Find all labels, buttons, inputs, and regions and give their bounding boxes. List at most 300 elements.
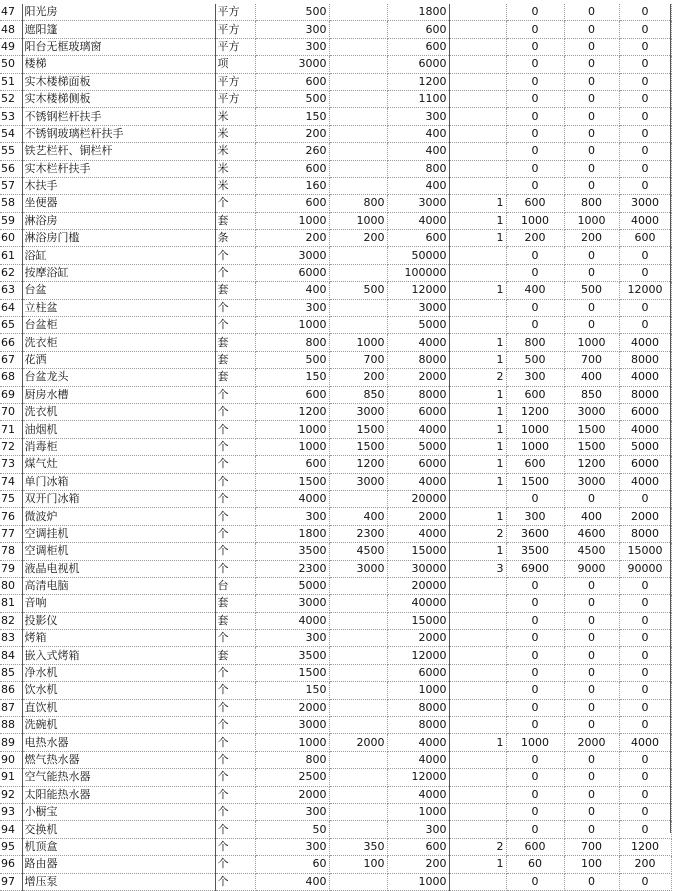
- high-total-cell[interactable]: 15000: [619, 543, 671, 560]
- low-total-cell[interactable]: 0: [506, 612, 564, 629]
- item-name-cell[interactable]: 单门冰箱: [22, 473, 215, 490]
- low-total-cell[interactable]: 6900: [506, 560, 564, 577]
- item-name-cell[interactable]: 立柱盆: [22, 299, 215, 316]
- unit-cell[interactable]: 米: [215, 160, 255, 177]
- high-price-cell[interactable]: 8000: [387, 386, 449, 403]
- low-total-cell[interactable]: 600: [506, 456, 564, 473]
- low-total-cell[interactable]: 600: [506, 386, 564, 403]
- unit-cell[interactable]: 米: [215, 125, 255, 142]
- row-number[interactable]: 86: [0, 682, 22, 699]
- low-total-cell[interactable]: 0: [506, 56, 564, 73]
- unit-cell[interactable]: 项: [215, 56, 255, 73]
- mid-total-cell[interactable]: 700: [564, 351, 619, 368]
- mid-price-cell[interactable]: [329, 821, 387, 838]
- unit-price-cell[interactable]: 800: [255, 751, 329, 768]
- quantity-cell[interactable]: [449, 247, 506, 264]
- high-total-cell[interactable]: 0: [619, 595, 671, 612]
- unit-cell[interactable]: 个: [215, 508, 255, 525]
- row-number[interactable]: 51: [0, 73, 22, 90]
- high-price-cell[interactable]: 3000: [387, 195, 449, 212]
- unit-price-cell[interactable]: 4000: [255, 490, 329, 507]
- low-total-cell[interactable]: 300: [506, 508, 564, 525]
- quantity-cell[interactable]: [449, 108, 506, 125]
- unit-price-cell[interactable]: 260: [255, 143, 329, 160]
- unit-price-cell[interactable]: 800: [255, 334, 329, 351]
- mid-total-cell[interactable]: 0: [564, 803, 619, 820]
- mid-total-cell[interactable]: 400: [564, 369, 619, 386]
- high-price-cell[interactable]: 15000: [387, 612, 449, 629]
- item-name-cell[interactable]: 饮水机: [22, 682, 215, 699]
- row-number[interactable]: 61: [0, 247, 22, 264]
- item-name-cell[interactable]: 空调挂机: [22, 525, 215, 542]
- high-price-cell[interactable]: 1000: [387, 873, 449, 890]
- item-name-cell[interactable]: 音响: [22, 595, 215, 612]
- unit-price-cell[interactable]: 3000: [255, 717, 329, 734]
- high-price-cell[interactable]: 600: [387, 38, 449, 55]
- unit-cell[interactable]: 套: [215, 212, 255, 229]
- unit-price-cell[interactable]: 600: [255, 160, 329, 177]
- row-number[interactable]: 91: [0, 769, 22, 786]
- row-number[interactable]: 70: [0, 403, 22, 420]
- item-name-cell[interactable]: 煤气灶: [22, 456, 215, 473]
- item-name-cell[interactable]: 油烟机: [22, 421, 215, 438]
- mid-price-cell[interactable]: 1000: [329, 212, 387, 229]
- high-price-cell[interactable]: 1100: [387, 90, 449, 107]
- unit-cell[interactable]: 个: [215, 195, 255, 212]
- high-total-cell[interactable]: 0: [619, 160, 671, 177]
- low-total-cell[interactable]: 500: [506, 351, 564, 368]
- mid-total-cell[interactable]: 3000: [564, 403, 619, 420]
- unit-price-cell[interactable]: 300: [255, 38, 329, 55]
- low-total-cell[interactable]: 0: [506, 264, 564, 281]
- mid-total-cell[interactable]: 0: [564, 160, 619, 177]
- mid-total-cell[interactable]: 0: [564, 108, 619, 125]
- row-number[interactable]: 55: [0, 143, 22, 160]
- high-price-cell[interactable]: 6000: [387, 456, 449, 473]
- item-name-cell[interactable]: 空调柜机: [22, 543, 215, 560]
- unit-price-cell[interactable]: 200: [255, 125, 329, 142]
- high-total-cell[interactable]: 0: [619, 769, 671, 786]
- high-total-cell[interactable]: 12000: [619, 282, 671, 299]
- mid-price-cell[interactable]: 800: [329, 195, 387, 212]
- quantity-cell[interactable]: [449, 647, 506, 664]
- quantity-cell[interactable]: [449, 56, 506, 73]
- item-name-cell[interactable]: 嵌入式烤箱: [22, 647, 215, 664]
- mid-total-cell[interactable]: 1000: [564, 334, 619, 351]
- high-total-cell[interactable]: 0: [619, 108, 671, 125]
- mid-price-cell[interactable]: [329, 21, 387, 38]
- unit-price-cell[interactable]: 1500: [255, 473, 329, 490]
- mid-price-cell[interactable]: [329, 125, 387, 142]
- unit-cell[interactable]: 个: [215, 630, 255, 647]
- high-price-cell[interactable]: 1200: [387, 73, 449, 90]
- unit-cell[interactable]: 个: [215, 803, 255, 820]
- high-price-cell[interactable]: 8000: [387, 351, 449, 368]
- row-number[interactable]: 90: [0, 751, 22, 768]
- unit-cell[interactable]: 平方: [215, 73, 255, 90]
- quantity-cell[interactable]: 1: [449, 386, 506, 403]
- item-name-cell[interactable]: 增压泵: [22, 873, 215, 890]
- mid-total-cell[interactable]: 0: [564, 299, 619, 316]
- high-total-cell[interactable]: 0: [619, 664, 671, 681]
- unit-price-cell[interactable]: 1200: [255, 403, 329, 420]
- high-price-cell[interactable]: 12000: [387, 647, 449, 664]
- row-number[interactable]: 85: [0, 664, 22, 681]
- high-price-cell[interactable]: 200: [387, 856, 449, 873]
- mid-price-cell[interactable]: 1500: [329, 421, 387, 438]
- unit-price-cell[interactable]: 300: [255, 630, 329, 647]
- low-total-cell[interactable]: 0: [506, 769, 564, 786]
- item-name-cell[interactable]: 液晶电视机: [22, 560, 215, 577]
- unit-price-cell[interactable]: 60: [255, 856, 329, 873]
- unit-price-cell[interactable]: 2000: [255, 786, 329, 803]
- unit-cell[interactable]: 个: [215, 386, 255, 403]
- high-total-cell[interactable]: 8000: [619, 351, 671, 368]
- unit-cell[interactable]: 个: [215, 525, 255, 542]
- low-total-cell[interactable]: 0: [506, 664, 564, 681]
- mid-total-cell[interactable]: 1500: [564, 438, 619, 455]
- item-name-cell[interactable]: 台盆龙头: [22, 369, 215, 386]
- item-name-cell[interactable]: 花洒: [22, 351, 215, 368]
- item-name-cell[interactable]: 木扶手: [22, 177, 215, 194]
- row-number[interactable]: 50: [0, 56, 22, 73]
- unit-price-cell[interactable]: 150: [255, 369, 329, 386]
- high-price-cell[interactable]: 4000: [387, 212, 449, 229]
- mid-total-cell[interactable]: 0: [564, 647, 619, 664]
- high-price-cell[interactable]: 40000: [387, 595, 449, 612]
- quantity-cell[interactable]: [449, 73, 506, 90]
- row-number[interactable]: 74: [0, 473, 22, 490]
- row-number[interactable]: 97: [0, 873, 22, 890]
- item-name-cell[interactable]: 实木栏杆扶手: [22, 160, 215, 177]
- row-number[interactable]: 68: [0, 369, 22, 386]
- mid-total-cell[interactable]: 0: [564, 786, 619, 803]
- mid-total-cell[interactable]: 0: [564, 595, 619, 612]
- row-number[interactable]: 58: [0, 195, 22, 212]
- quantity-cell[interactable]: [449, 125, 506, 142]
- unit-cell[interactable]: 平方: [215, 21, 255, 38]
- mid-price-cell[interactable]: 100: [329, 856, 387, 873]
- mid-price-cell[interactable]: [329, 873, 387, 890]
- unit-price-cell[interactable]: 500: [255, 90, 329, 107]
- high-total-cell[interactable]: 8000: [619, 386, 671, 403]
- quantity-cell[interactable]: 1: [449, 456, 506, 473]
- high-total-cell[interactable]: 0: [619, 786, 671, 803]
- unit-cell[interactable]: 个: [215, 751, 255, 768]
- high-price-cell[interactable]: 600: [387, 230, 449, 247]
- row-number[interactable]: 48: [0, 21, 22, 38]
- high-total-cell[interactable]: 0: [619, 803, 671, 820]
- unit-cell[interactable]: 个: [215, 473, 255, 490]
- low-total-cell[interactable]: 800: [506, 334, 564, 351]
- unit-price-cell[interactable]: 150: [255, 682, 329, 699]
- unit-cell[interactable]: 条: [215, 230, 255, 247]
- high-price-cell[interactable]: 20000: [387, 577, 449, 594]
- unit-cell[interactable]: 个: [215, 490, 255, 507]
- row-number[interactable]: 75: [0, 490, 22, 507]
- mid-price-cell[interactable]: [329, 682, 387, 699]
- item-name-cell[interactable]: 小橱宝: [22, 803, 215, 820]
- high-total-cell[interactable]: 600: [619, 230, 671, 247]
- low-total-cell[interactable]: 0: [506, 21, 564, 38]
- item-name-cell[interactable]: 双开门冰箱: [22, 490, 215, 507]
- high-total-cell[interactable]: 1200: [619, 838, 671, 855]
- unit-cell[interactable]: 个: [215, 838, 255, 855]
- high-total-cell[interactable]: 0: [619, 317, 671, 334]
- low-total-cell[interactable]: 200: [506, 230, 564, 247]
- unit-price-cell[interactable]: 200: [255, 230, 329, 247]
- high-total-cell[interactable]: 0: [619, 38, 671, 55]
- quantity-cell[interactable]: [449, 717, 506, 734]
- quantity-cell[interactable]: 1: [449, 195, 506, 212]
- mid-total-cell[interactable]: 1000: [564, 212, 619, 229]
- mid-price-cell[interactable]: 350: [329, 838, 387, 855]
- unit-price-cell[interactable]: 3000: [255, 247, 329, 264]
- unit-price-cell[interactable]: 150: [255, 108, 329, 125]
- high-total-cell[interactable]: 6000: [619, 456, 671, 473]
- quantity-cell[interactable]: 2: [449, 525, 506, 542]
- row-number[interactable]: 72: [0, 438, 22, 455]
- mid-price-cell[interactable]: [329, 247, 387, 264]
- unit-cell[interactable]: 套: [215, 334, 255, 351]
- unit-price-cell[interactable]: 5000: [255, 577, 329, 594]
- high-total-cell[interactable]: 200: [619, 856, 671, 873]
- high-price-cell[interactable]: 2000: [387, 508, 449, 525]
- item-name-cell[interactable]: 实木楼梯面板: [22, 73, 215, 90]
- mid-total-cell[interactable]: 0: [564, 264, 619, 281]
- row-number[interactable]: 47: [0, 4, 22, 21]
- unit-price-cell[interactable]: 300: [255, 508, 329, 525]
- quantity-cell[interactable]: 3: [449, 560, 506, 577]
- mid-total-cell[interactable]: 0: [564, 612, 619, 629]
- row-number[interactable]: 67: [0, 351, 22, 368]
- quantity-cell[interactable]: [449, 664, 506, 681]
- high-total-cell[interactable]: 0: [619, 647, 671, 664]
- mid-total-cell[interactable]: 0: [564, 717, 619, 734]
- quantity-cell[interactable]: [449, 630, 506, 647]
- row-number[interactable]: 64: [0, 299, 22, 316]
- mid-total-cell[interactable]: 400: [564, 508, 619, 525]
- unit-price-cell[interactable]: 400: [255, 873, 329, 890]
- item-name-cell[interactable]: 实木楼梯侧板: [22, 90, 215, 107]
- high-price-cell[interactable]: 1000: [387, 682, 449, 699]
- mid-price-cell[interactable]: 3000: [329, 560, 387, 577]
- unit-cell[interactable]: 套: [215, 369, 255, 386]
- high-total-cell[interactable]: 0: [619, 177, 671, 194]
- unit-cell[interactable]: 个: [215, 873, 255, 890]
- mid-total-cell[interactable]: 1500: [564, 421, 619, 438]
- high-total-cell[interactable]: 0: [619, 873, 671, 890]
- low-total-cell[interactable]: 400: [506, 282, 564, 299]
- item-name-cell[interactable]: 淋浴房: [22, 212, 215, 229]
- low-total-cell[interactable]: 0: [506, 595, 564, 612]
- mid-price-cell[interactable]: [329, 786, 387, 803]
- row-number[interactable]: 76: [0, 508, 22, 525]
- mid-total-cell[interactable]: 0: [564, 38, 619, 55]
- mid-price-cell[interactable]: 700: [329, 351, 387, 368]
- unit-price-cell[interactable]: 300: [255, 803, 329, 820]
- item-name-cell[interactable]: 厨房水槽: [22, 386, 215, 403]
- high-price-cell[interactable]: 400: [387, 125, 449, 142]
- low-total-cell[interactable]: 0: [506, 873, 564, 890]
- unit-cell[interactable]: 个: [215, 421, 255, 438]
- item-name-cell[interactable]: 台盆柜: [22, 317, 215, 334]
- high-price-cell[interactable]: 1000: [387, 803, 449, 820]
- unit-cell[interactable]: 个: [215, 543, 255, 560]
- mid-total-cell[interactable]: 0: [564, 90, 619, 107]
- unit-price-cell[interactable]: 50: [255, 821, 329, 838]
- unit-price-cell[interactable]: 300: [255, 838, 329, 855]
- low-total-cell[interactable]: 0: [506, 247, 564, 264]
- item-name-cell[interactable]: 路由器: [22, 856, 215, 873]
- low-total-cell[interactable]: 0: [506, 108, 564, 125]
- quantity-cell[interactable]: [449, 682, 506, 699]
- item-name-cell[interactable]: 浴缸: [22, 247, 215, 264]
- unit-price-cell[interactable]: 400: [255, 282, 329, 299]
- high-total-cell[interactable]: 8000: [619, 525, 671, 542]
- mid-price-cell[interactable]: [329, 647, 387, 664]
- low-total-cell[interactable]: 0: [506, 90, 564, 107]
- unit-cell[interactable]: 个: [215, 821, 255, 838]
- unit-price-cell[interactable]: 2500: [255, 769, 329, 786]
- unit-cell[interactable]: 套: [215, 647, 255, 664]
- low-total-cell[interactable]: 300: [506, 369, 564, 386]
- high-price-cell[interactable]: 300: [387, 108, 449, 125]
- high-price-cell[interactable]: 600: [387, 838, 449, 855]
- item-name-cell[interactable]: 不锈钢栏杆扶手: [22, 108, 215, 125]
- high-total-cell[interactable]: 0: [619, 4, 671, 21]
- mid-price-cell[interactable]: 200: [329, 230, 387, 247]
- mid-price-cell[interactable]: [329, 751, 387, 768]
- low-total-cell[interactable]: 1000: [506, 438, 564, 455]
- mid-total-cell[interactable]: 0: [564, 630, 619, 647]
- mid-price-cell[interactable]: 1500: [329, 438, 387, 455]
- low-total-cell[interactable]: 600: [506, 838, 564, 855]
- quantity-cell[interactable]: 1: [449, 351, 506, 368]
- item-name-cell[interactable]: 投影仪: [22, 612, 215, 629]
- mid-price-cell[interactable]: [329, 769, 387, 786]
- row-number[interactable]: 77: [0, 525, 22, 542]
- high-total-cell[interactable]: 4000: [619, 734, 671, 751]
- quantity-cell[interactable]: [449, 577, 506, 594]
- unit-cell[interactable]: 个: [215, 299, 255, 316]
- high-total-cell[interactable]: 90000: [619, 560, 671, 577]
- row-number[interactable]: 81: [0, 595, 22, 612]
- mid-price-cell[interactable]: [329, 612, 387, 629]
- mid-price-cell[interactable]: 4500: [329, 543, 387, 560]
- high-total-cell[interactable]: 0: [619, 264, 671, 281]
- mid-price-cell[interactable]: [329, 38, 387, 55]
- high-price-cell[interactable]: 600: [387, 21, 449, 38]
- low-total-cell[interactable]: 0: [506, 160, 564, 177]
- high-total-cell[interactable]: 0: [619, 73, 671, 90]
- low-total-cell[interactable]: 0: [506, 125, 564, 142]
- quantity-cell[interactable]: [449, 873, 506, 890]
- quantity-cell[interactable]: [449, 803, 506, 820]
- high-total-cell[interactable]: 4000: [619, 212, 671, 229]
- unit-price-cell[interactable]: 3500: [255, 647, 329, 664]
- mid-total-cell[interactable]: 0: [564, 4, 619, 21]
- mid-price-cell[interactable]: [329, 577, 387, 594]
- high-total-cell[interactable]: 5000: [619, 438, 671, 455]
- row-number[interactable]: 83: [0, 630, 22, 647]
- quantity-cell[interactable]: [449, 90, 506, 107]
- mid-total-cell[interactable]: 0: [564, 21, 619, 38]
- item-name-cell[interactable]: 铁艺栏杆、铜栏杆: [22, 143, 215, 160]
- row-number[interactable]: 57: [0, 177, 22, 194]
- high-price-cell[interactable]: 800: [387, 160, 449, 177]
- quantity-cell[interactable]: [449, 786, 506, 803]
- quantity-cell[interactable]: 1: [449, 230, 506, 247]
- mid-price-cell[interactable]: [329, 803, 387, 820]
- row-number[interactable]: 73: [0, 456, 22, 473]
- mid-price-cell[interactable]: [329, 56, 387, 73]
- row-number[interactable]: 87: [0, 699, 22, 716]
- unit-cell[interactable]: 平方: [215, 38, 255, 55]
- quantity-cell[interactable]: [449, 821, 506, 838]
- quantity-cell[interactable]: 2: [449, 838, 506, 855]
- unit-price-cell[interactable]: 600: [255, 73, 329, 90]
- high-price-cell[interactable]: 4000: [387, 421, 449, 438]
- unit-price-cell[interactable]: 300: [255, 21, 329, 38]
- high-price-cell[interactable]: 2000: [387, 369, 449, 386]
- item-name-cell[interactable]: 阳台无框玻璃窗: [22, 38, 215, 55]
- row-number[interactable]: 79: [0, 560, 22, 577]
- unit-cell[interactable]: 个: [215, 682, 255, 699]
- mid-total-cell[interactable]: 0: [564, 490, 619, 507]
- row-number[interactable]: 92: [0, 786, 22, 803]
- mid-price-cell[interactable]: 3000: [329, 473, 387, 490]
- high-total-cell[interactable]: 0: [619, 21, 671, 38]
- mid-total-cell[interactable]: 0: [564, 73, 619, 90]
- low-total-cell[interactable]: 1200: [506, 403, 564, 420]
- item-name-cell[interactable]: 交换机: [22, 821, 215, 838]
- item-name-cell[interactable]: 不锈钢玻璃栏杆扶手: [22, 125, 215, 142]
- high-price-cell[interactable]: 4000: [387, 473, 449, 490]
- unit-cell[interactable]: 个: [215, 699, 255, 716]
- unit-cell[interactable]: 个: [215, 456, 255, 473]
- mid-price-cell[interactable]: [329, 90, 387, 107]
- mid-price-cell[interactable]: 2000: [329, 734, 387, 751]
- quantity-cell[interactable]: 1: [449, 473, 506, 490]
- quantity-cell[interactable]: [449, 299, 506, 316]
- unit-price-cell[interactable]: 6000: [255, 264, 329, 281]
- mid-total-cell[interactable]: 850: [564, 386, 619, 403]
- unit-cell[interactable]: 个: [215, 717, 255, 734]
- high-total-cell[interactable]: 0: [619, 612, 671, 629]
- row-number[interactable]: 78: [0, 543, 22, 560]
- high-total-cell[interactable]: 2000: [619, 508, 671, 525]
- row-number[interactable]: 96: [0, 856, 22, 873]
- mid-price-cell[interactable]: [329, 264, 387, 281]
- high-total-cell[interactable]: 0: [619, 577, 671, 594]
- item-name-cell[interactable]: 洗衣机: [22, 403, 215, 420]
- unit-price-cell[interactable]: 2300: [255, 560, 329, 577]
- high-price-cell[interactable]: 5000: [387, 317, 449, 334]
- row-number[interactable]: 52: [0, 90, 22, 107]
- unit-price-cell[interactable]: 1000: [255, 734, 329, 751]
- row-number[interactable]: 56: [0, 160, 22, 177]
- low-total-cell[interactable]: 0: [506, 177, 564, 194]
- quantity-cell[interactable]: 1: [449, 421, 506, 438]
- row-number[interactable]: 82: [0, 612, 22, 629]
- high-total-cell[interactable]: 0: [619, 143, 671, 160]
- unit-cell[interactable]: 套: [215, 595, 255, 612]
- quantity-cell[interactable]: [449, 612, 506, 629]
- unit-price-cell[interactable]: 1000: [255, 317, 329, 334]
- mid-total-cell[interactable]: 500: [564, 282, 619, 299]
- mid-total-cell[interactable]: 0: [564, 699, 619, 716]
